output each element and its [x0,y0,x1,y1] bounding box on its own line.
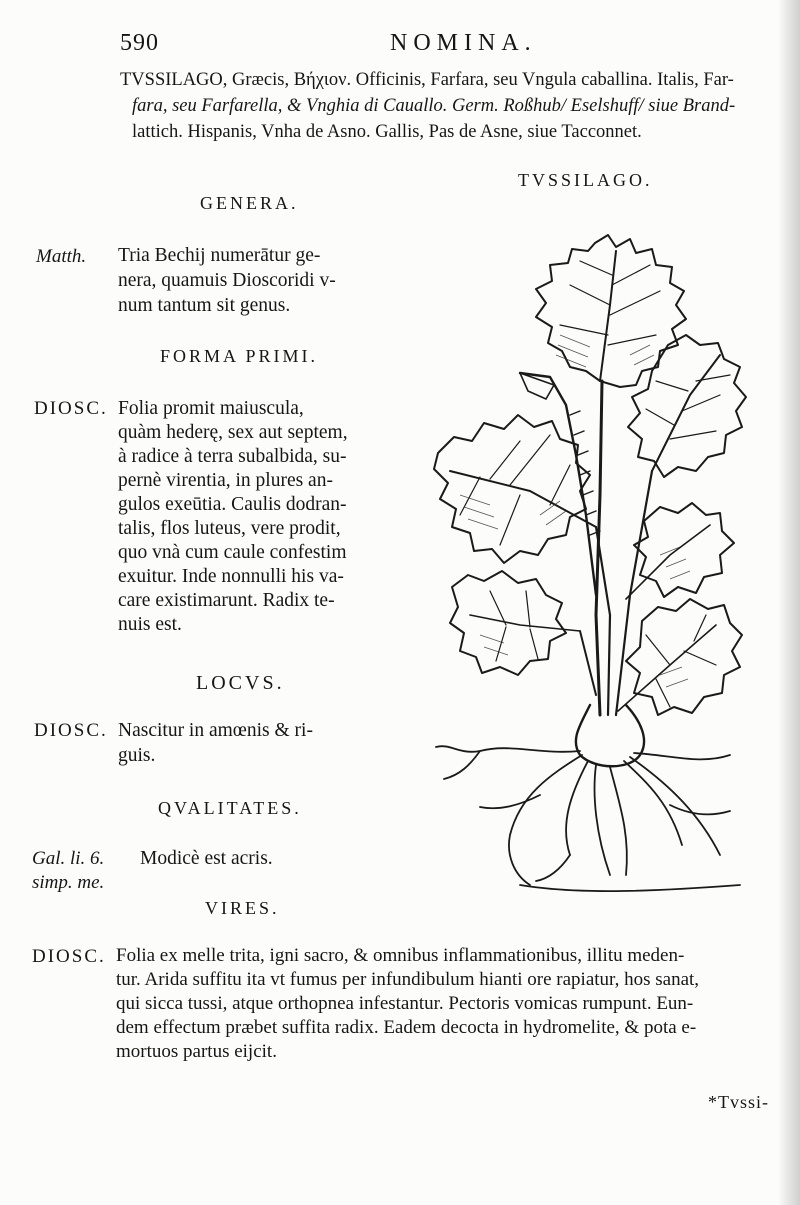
marginal-simp: simp. me. [32,872,105,893]
marginal-diosc-locus: DIOSC. [34,720,108,741]
vires-line-2: tur. Arida suffitu ita vt fumus per infundibulum hianti ore rapiatur, hos sanat, [116,969,700,990]
leaf-left-large [434,415,590,563]
names-line-1: TVSSILAGO, Græcis, Βήχιον. Officinis, Farfara, seu Vngula caballina. Italis, Far- [120,70,734,90]
leaf-right-lower [626,599,742,715]
catchword: *Tvssi- [708,1092,769,1112]
running-title: NOMINA. [390,30,537,56]
forma-line-8: exuitur. Inde nonnulli his va- [118,566,344,587]
vires-line-1: Folia ex melle trita, igni sacro, & omnibus inflammationibus, illitu meden- [116,945,685,966]
leaf-right-upper [628,335,746,477]
locus-line-2: guis. [118,745,156,766]
genera-line-2: nera, quamuis Dioscoridi v- [118,270,336,291]
forma-line-2: quàm hederę, sex aut septem, [118,422,348,443]
forma-line-7: quo vnà cum caule confestim [118,542,347,563]
locus-line-1: Nascitur in amœnis & ri- [118,720,313,741]
vires-line-5: mortuos partus eijcit. [116,1041,277,1062]
genera-line-1: Tria Bechij numerātur ge- [118,245,321,266]
forma-line-1: Folia promit maiuscula, [118,398,304,419]
heading-vires: VIRES. [205,898,280,918]
leaf-top [536,235,686,387]
qualitates-line-1: Modicè est acris. [140,848,273,869]
forma-line-9: care existimarunt. Radix te- [118,590,335,611]
vires-line-3: qui sicca tussi, atque orthopnea infestantur. Pectoris vomicas rumpunt. Eun- [116,993,694,1014]
forma-line-3: à radice à terra subalbida, su- [118,446,347,467]
marginal-diosc-vires: DIOSC. [32,946,106,967]
forma-line-5: gulos exeūtia. Caulis dodran- [118,494,347,515]
names-line-3: lattich. Hispanis, Vnha de Asno. Gallis, Pas de Asne, siue Tacconnet. [132,122,642,142]
marginal-gal: Gal. li. 6. [32,848,105,869]
heading-forma-primi: FORMA PRIMI. [160,346,319,366]
vires-line-4: dem effectum præbet suffita radix. Eadem decocta in hydromelite, & pota e- [116,1017,697,1038]
page-edge-shadow [778,0,800,1205]
heading-qualitates: QVALITATES. [158,798,302,818]
forma-line-6: talis, flos luteus, vere prodit, [118,518,341,539]
marginal-matth: Matth. [36,246,87,267]
heading-locus: LOCVS. [196,672,285,694]
leaf-right-middle [634,503,734,597]
marginal-diosc-forma: DIOSC. [34,398,108,419]
plate-title: TVSSILAGO. [518,170,653,190]
page-number: 590 [120,30,159,56]
genera-line-3: num tantum sit genus. [118,295,291,316]
forma-line-4: pernè virentia, in plures an- [118,470,333,491]
heading-genera: GENERA. [200,193,299,213]
tussilago-woodcut-illustration [420,195,780,915]
names-line-2: fara, seu Farfarella, & Vnghia di Cauallo. Germ. Roßhub/ Eselshuff/ siue Brand- [132,96,736,116]
forma-line-10: nuis est. [118,614,182,635]
roots [436,746,740,891]
root-crown [576,705,644,766]
